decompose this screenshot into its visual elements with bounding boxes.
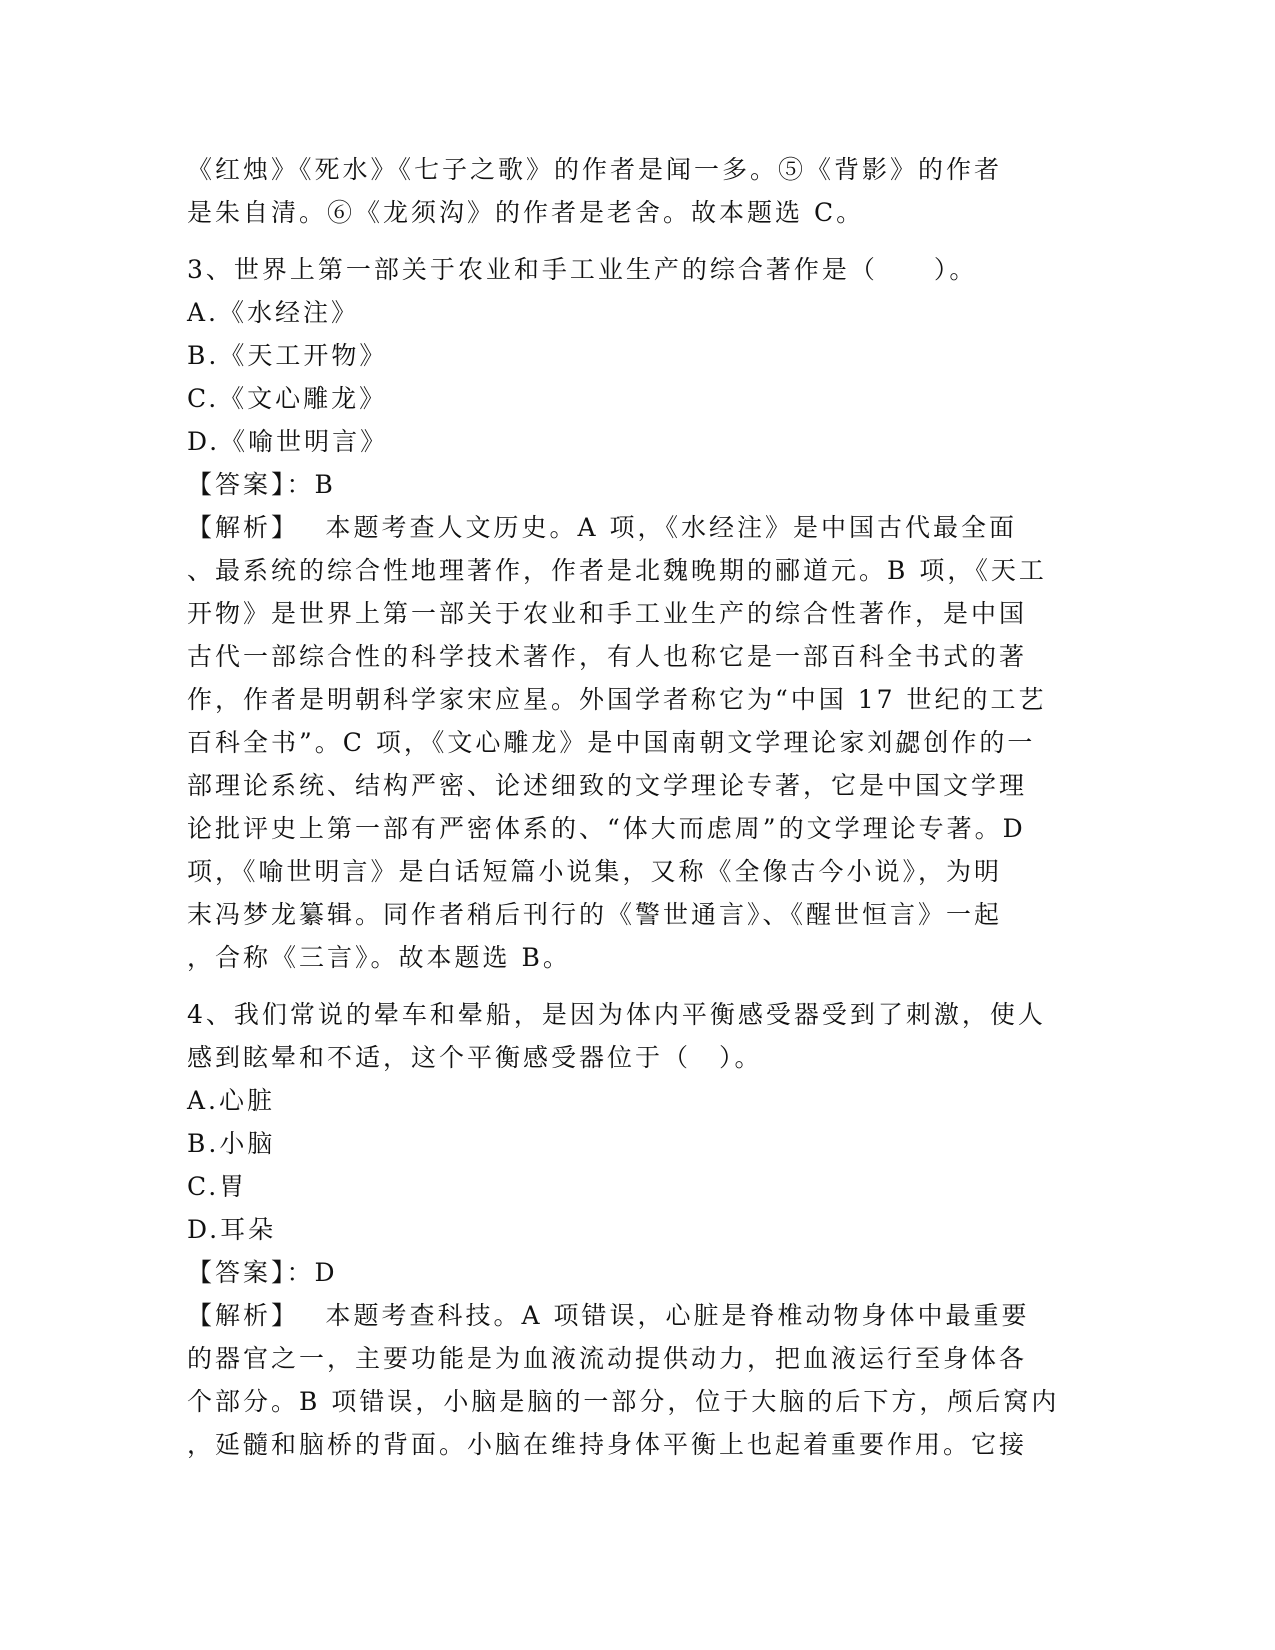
analysis-line: 作，作者是明朝科学家宋应星。外国学者称它为“中国 17 世纪的工艺 [187,685,1047,714]
option-c: C.胃 [187,1172,248,1201]
question-stem: 感到眩晕和不适，这个平衡感受器位于（ ）。 [187,1043,763,1072]
option-b: B.小脑 [187,1129,276,1158]
analysis-line: ，合称《三言》。故本题选 B。 [187,943,571,972]
analysis-line: 个部分。B 项错误，小脑是脑的一部分，位于大脑的后下方，颅后窝内 [187,1387,1060,1416]
paragraph-gap [187,234,1087,248]
question-stem: 3、世界上第一部关于农业和手工业生产的综合著作是（ ）。 [187,255,978,284]
analysis-line: 【解析】 本题考查科技。A 项错误，心脏是脊椎动物身体中最重要 [187,1301,1030,1330]
text-line: 《红烛》《死水》《七子之歌》的作者是闻一多。⑤《背影》的作者 [187,155,1003,184]
analysis-line: 论批评史上第一部有严密体系的、“体大而虑周”的文学理论专著。D [187,814,1026,843]
analysis-line: ，延髓和脑桥的背面。小脑在维持身体平衡上也起着重要作用。它接 [187,1430,1028,1459]
question-3 [187,248,1087,979]
analysis-line: 百科全书”。C 项，《文心雕龙》是中国南朝文学理论家刘勰创作的一 [187,728,1036,757]
document-content [187,148,1087,1466]
option-a: A.《水经注》 [187,298,360,327]
analysis-line: 末冯梦龙纂辑。同作者稍后刊行的《警世通言》、《醒世恒言》一起 [187,900,1003,929]
analysis-line: 的器官之一，主要功能是为血液流动提供动力，把血液运行至身体各 [187,1344,1028,1373]
analysis-line: 【解析】 本题考查人文历史。A 项，《水经注》是中国古代最全面 [187,513,1017,542]
question-stem: 4、我们常说的晕车和晕船，是因为体内平衡感受器受到了刺激，使人 [187,1000,1046,1029]
answer-line: 【答案】：B [187,470,336,499]
text-line: 是朱自清。⑥《龙须沟》的作者是老舍。故本题选 C。 [187,198,865,227]
analysis-line: 部理论系统、结构严密、论述细致的文学理论专著，它是中国文学理 [187,771,1028,800]
analysis-line: 古代一部综合性的科学技术著作，有人也称它是一部百科全书式的著 [187,642,1028,671]
analysis-line: 开物》是世界上第一部关于农业和手工业生产的综合性著作，是中国 [187,599,1028,628]
option-d: D.《喻世明言》 [187,427,389,456]
option-a: A.心脏 [187,1086,276,1115]
analysis-line: 项，《喻世明言》是白话短篇小说集，又称《全像古今小说》，为明 [187,857,1003,886]
option-c: C.《文心雕龙》 [187,384,388,413]
question-4 [187,993,1087,1466]
option-d: D.耳朵 [187,1215,277,1244]
question-2-explanation-tail [187,148,1087,234]
paragraph-gap [187,979,1087,993]
analysis-line: 、最系统的综合性地理著作，作者是北魏晚期的郦道元。B 项，《天工 [187,556,1047,585]
answer-line: 【答案】：D [187,1258,338,1287]
option-b: B.《天工开物》 [187,341,388,370]
